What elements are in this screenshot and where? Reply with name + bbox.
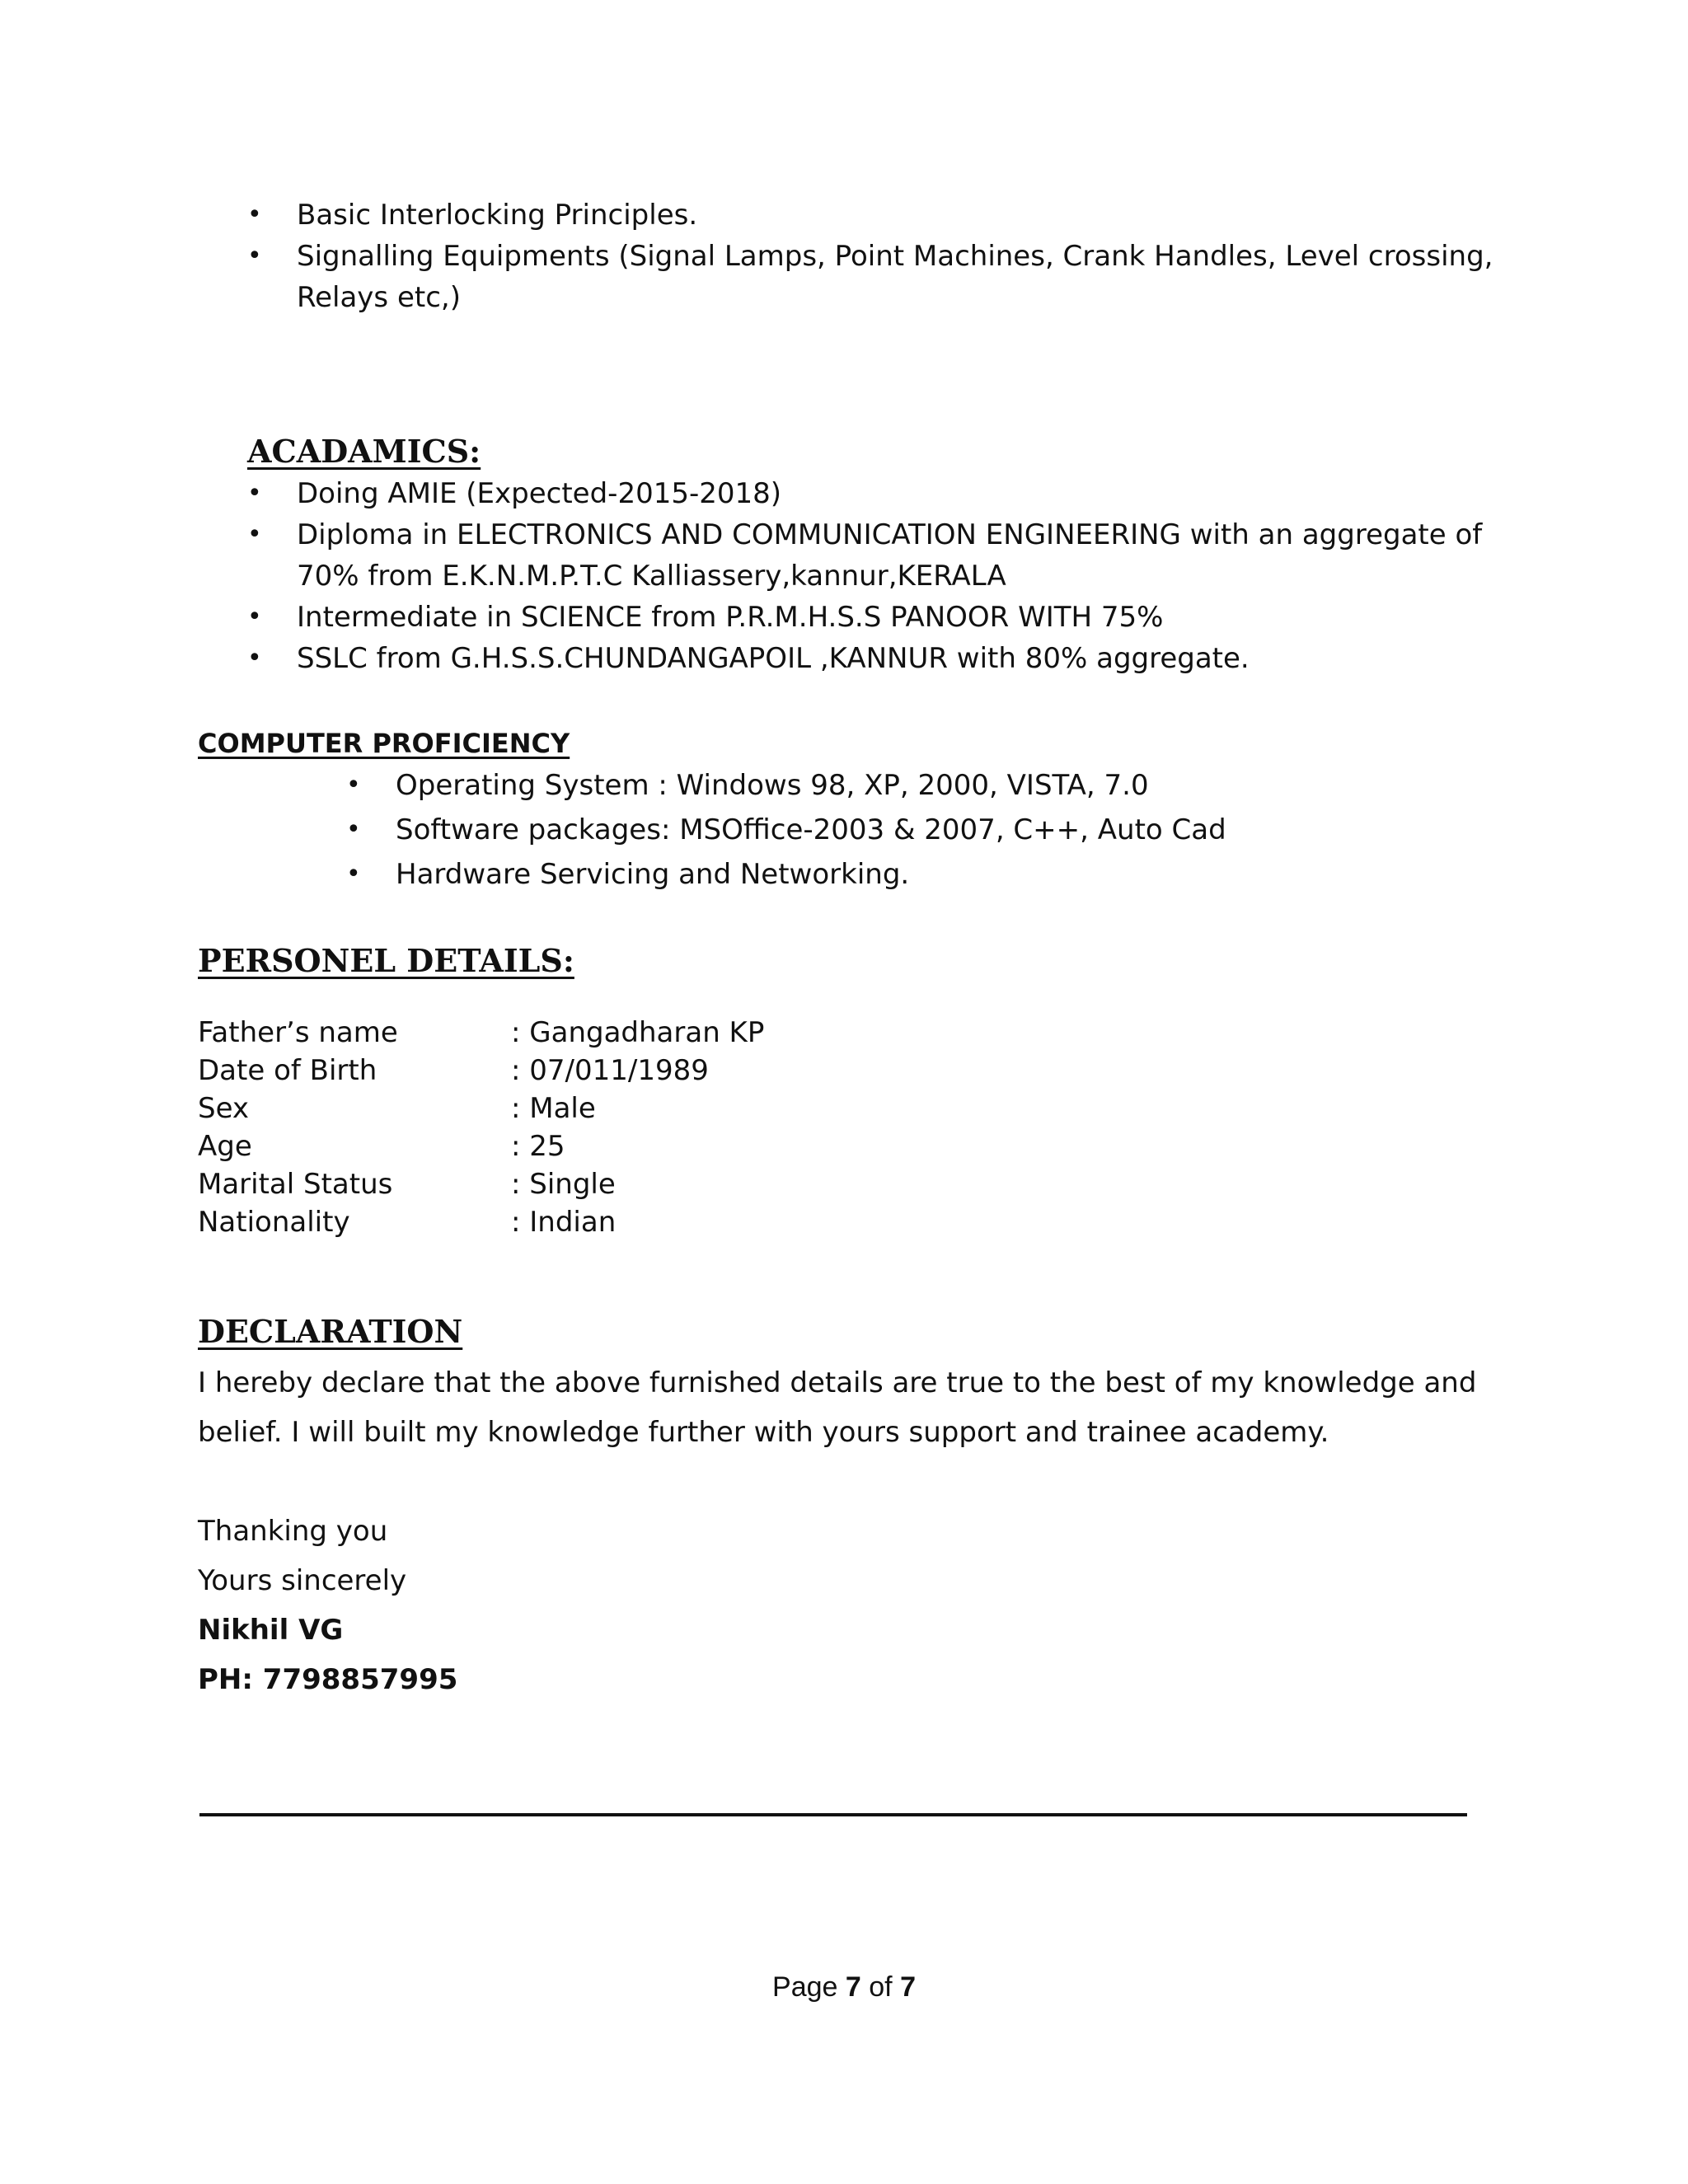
closing-sincerely: Yours sincerely bbox=[198, 1564, 407, 1597]
personal-heading: PERSONEL DETAILS: bbox=[198, 942, 574, 979]
total-page-number: 7 bbox=[900, 1971, 916, 2003]
computer-list bbox=[346, 763, 1484, 897]
table-row: Date of Birth : 07/011/1989 bbox=[198, 1054, 709, 1087]
list-item: • Intermediate in SCIENCE from P.R.M.H.S.S PANOOR WITH 75% bbox=[247, 597, 1500, 638]
table-row: Nationality : Indian bbox=[198, 1206, 617, 1239]
bullet-icon: • bbox=[247, 602, 262, 631]
top-list-section bbox=[247, 194, 1500, 318]
list-item: • Operating System : Windows 98, XP, 2000, VISTA, 7.0 bbox=[346, 763, 1484, 808]
bullet-icon: • bbox=[346, 771, 361, 799]
bullet-icon: • bbox=[247, 479, 262, 508]
signature-phone: PH: 7798857995 bbox=[198, 1663, 458, 1696]
of-word: of bbox=[869, 1971, 893, 2003]
list-item: • Diploma in ELECTRONICS AND COMMUNICATION ENGINEERING with an aggregate of 70% from E.K.N.M.P.T.C Kalliassery,kannur,KERALA bbox=[247, 514, 1500, 597]
closing-thanking: Thanking you bbox=[198, 1515, 388, 1548]
computer-heading: COMPUTER PROFICIENCY bbox=[198, 728, 570, 759]
declaration-section bbox=[198, 1310, 1484, 1704]
top-list bbox=[247, 194, 1500, 318]
current-page-number: 7 bbox=[845, 1971, 861, 2003]
bullet-icon: • bbox=[346, 815, 361, 844]
list-item: • SSLC from G.H.S.S.CHUNDANGAPOIL ,KANNUR with 80% aggregate. bbox=[247, 638, 1500, 679]
academics-list bbox=[247, 473, 1500, 679]
bullet-icon: • bbox=[346, 860, 361, 888]
list-item: • Hardware Servicing and Networking. bbox=[346, 852, 1484, 897]
academics-heading: ACADAMICS: bbox=[247, 433, 481, 470]
bullet-icon: • bbox=[247, 241, 262, 270]
personal-section bbox=[198, 940, 1484, 1241]
declaration-heading: DECLARATION bbox=[198, 1313, 463, 1350]
table-row: Marital Status : Single bbox=[198, 1168, 616, 1201]
list-item: • Software packages: MSOffice-2003 & 2007, C++, Auto Cad bbox=[346, 808, 1484, 852]
table-row: Sex : Male bbox=[198, 1092, 596, 1125]
signature-name: Nikhil VG bbox=[198, 1614, 344, 1647]
list-item: • Basic Interlocking Principles. bbox=[247, 194, 1500, 236]
bullet-icon: • bbox=[247, 520, 262, 549]
computer-section bbox=[198, 724, 1484, 897]
list-item: • Signalling Equipments (Signal Lamps, Point Machines, Crank Handles, Level crossing, Relays etc,) bbox=[247, 236, 1500, 318]
page-word: Page bbox=[772, 1971, 838, 2003]
declaration-line-1: I hereby declare that the above furnished details are true to the best of my knowledge and bbox=[198, 1366, 1477, 1399]
academics-section bbox=[247, 430, 1500, 679]
bullet-icon: • bbox=[247, 200, 262, 229]
table-row: Age : 25 bbox=[198, 1130, 565, 1163]
personal-details-table bbox=[198, 1014, 1484, 1241]
horizontal-rule bbox=[199, 1813, 1467, 1816]
table-row: Father’s name : Gangadharan KP bbox=[198, 1016, 765, 1049]
page-footer bbox=[0, 1971, 1688, 2004]
list-item: • Doing AMIE (Expected-2015-2018) bbox=[247, 473, 1500, 514]
bullet-icon: • bbox=[247, 644, 262, 673]
declaration-line-2: belief. I will built my knowledge further with yours support and trainee academy. bbox=[198, 1416, 1329, 1449]
